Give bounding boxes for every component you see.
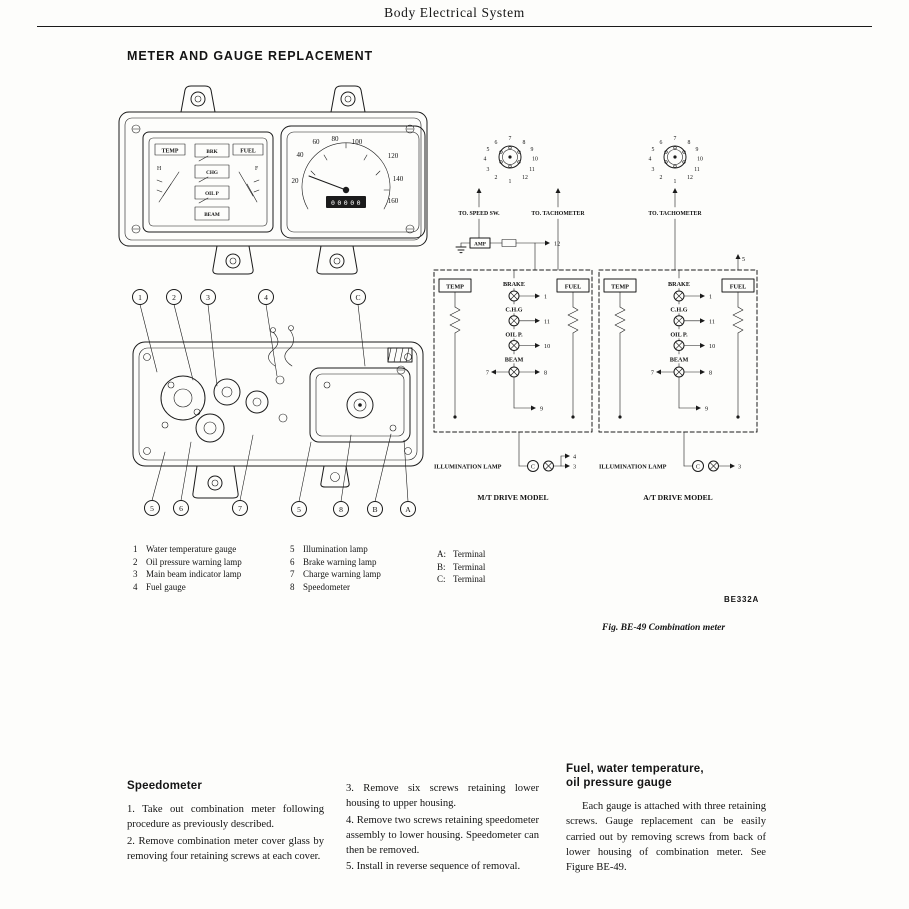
amp-label: AMP: [474, 241, 486, 248]
at-model-title: A/T DRIVE MODEL: [643, 493, 713, 502]
pin-label: 9: [695, 147, 699, 153]
speedo-tick: 120: [387, 152, 399, 160]
speedo-tick: 160: [387, 197, 399, 205]
pin-label: 10: [532, 156, 538, 163]
column-speedometer: [127, 779, 324, 865]
legend-column-1: [133, 543, 242, 593]
callout-number: 4: [264, 292, 268, 302]
pin-label: 8: [687, 140, 691, 146]
callout-number: 2: [172, 292, 176, 302]
pin-label: 2: [494, 175, 498, 181]
pin-label: 4: [483, 156, 487, 163]
legend-column-3: [437, 548, 485, 586]
figure-caption: Fig. BE-49 Combination meter: [602, 622, 726, 633]
speedo-tick: 100: [351, 138, 363, 146]
legend-item: 7 Charge warning lamp: [290, 569, 381, 580]
to-speed-sw-label: TO. SPEED SW.: [458, 211, 500, 217]
legend-item: 3 Main beam indicator lamp: [133, 569, 242, 580]
terminal-label: 10: [544, 343, 551, 350]
pin-label: 2: [659, 175, 663, 181]
gauges-heading-line2: oil pressure gauge: [566, 777, 672, 789]
charge-lamp-wiring-label: C.H.G: [670, 306, 688, 314]
speedo-tick: 20: [291, 177, 299, 185]
terminal-label: 1: [709, 293, 713, 301]
legend-item: 1 Water temperature gauge: [133, 544, 237, 554]
mt-model-title: M/T DRIVE MODEL: [477, 493, 549, 502]
pin-label: 4: [648, 156, 652, 163]
header-rule: [37, 26, 872, 27]
temp-lamp-label: TEMP: [161, 148, 179, 155]
temp-h-mark: H: [157, 166, 162, 172]
pin-label: 10: [697, 156, 703, 163]
fuel-lamp-label: FUEL: [240, 148, 256, 155]
terminal-label: 8: [709, 369, 713, 377]
legend-item: 2 Oil pressure warning lamp: [133, 556, 242, 567]
front-meter-illustration: [119, 86, 427, 274]
legend-column-2: [290, 543, 381, 593]
terminal-label: 3: [573, 463, 577, 471]
terminal-label: 9: [540, 405, 544, 413]
terminal-label: 10: [709, 343, 716, 350]
brake-lamp-wiring-label: BRAKE: [502, 281, 526, 288]
terminal-label: 4: [573, 453, 577, 461]
pin-label: 1: [508, 179, 512, 185]
pin-label: 9: [530, 147, 534, 153]
gauges-paragraph: Each gauge is attached with three retaining screws. Gauge replacement can be easily carried out by removing screws from back of lower housing of combination meter. See Figure BE-49.: [566, 801, 766, 874]
callout-number: 5: [150, 503, 154, 513]
speedometer-heading: Speedometer: [127, 780, 203, 792]
legend-item: C: Terminal: [437, 574, 486, 585]
figure-code: BE332A: [724, 595, 760, 604]
terminal-label: 9: [705, 405, 709, 413]
speedo-tick: 140: [392, 175, 404, 183]
legend-item: A: Terminal: [437, 549, 486, 559]
oil-lamp-wiring-label: OIL P.: [505, 331, 523, 339]
oil-lamp-wiring-label: OIL P.: [670, 331, 688, 339]
section-title: METER AND GAUGE REPLACEMENT: [127, 49, 374, 63]
combination-meter-figure: [105, 80, 775, 540]
legend-item: 8 Speedometer: [290, 581, 350, 592]
column-middle-steps: [346, 781, 539, 876]
to-tachometer-label: TO. TACHOMETER: [648, 211, 702, 217]
terminal-label: 1: [544, 293, 548, 301]
beam-lamp-wiring-label: BEAM: [504, 356, 524, 364]
callout-letter: C: [355, 292, 361, 302]
pin-label: 6: [659, 140, 663, 146]
rear-view-illustration: [133, 290, 424, 517]
pin-label: 11: [529, 167, 535, 173]
legend-item: 6 Brake warning lamp: [290, 556, 377, 567]
terminal-label: 5: [742, 256, 746, 263]
terminal-label: 7: [650, 369, 654, 377]
callout-number: 6: [179, 503, 183, 513]
pin-label: 12: [522, 175, 528, 181]
terminal-label: 3: [738, 463, 742, 471]
callout-letter: A: [405, 504, 411, 514]
charge-lamp-label: CHG: [206, 170, 218, 176]
wiring-diagram-at: [599, 136, 757, 502]
step-paragraph: 3. Remove six screws retaining lower housing to upper housing.: [346, 783, 539, 810]
pin-label: 5: [651, 147, 655, 153]
page-header: Body Electrical System: [384, 5, 525, 20]
legend-item: B: Terminal: [437, 561, 486, 572]
speedo-tick: 80: [331, 135, 339, 143]
terminal-c-label: C: [530, 463, 536, 471]
pin-label: 1: [673, 179, 677, 185]
callout-number: 7: [238, 503, 242, 513]
pin-label: 3: [486, 167, 490, 173]
to-tachometer-label: TO. TACHOMETER: [531, 211, 585, 217]
pin-label: 11: [694, 167, 700, 173]
speedo-tick: 40: [296, 151, 304, 159]
step-paragraph: 2. Remove combination meter cover glass by removing four retaining screws at each cover.: [127, 835, 324, 862]
legend-item: 4 Fuel gauge: [133, 581, 186, 592]
step-paragraph: 5. Install in reverse sequence of removal.: [346, 861, 521, 873]
terminal-c-label: C: [695, 463, 701, 471]
terminal-label: 8: [544, 369, 548, 377]
gauges-heading-line1: Fuel, water temperature,: [566, 763, 704, 775]
callout-number: 1: [138, 292, 142, 302]
pin-label: 6: [494, 140, 498, 146]
illumination-lamp-label: ILLUMINATION LAMP: [434, 463, 502, 471]
fuel-gauge-label: FUEL: [564, 283, 582, 291]
illumination-lamp-label: ILLUMINATION LAMP: [599, 463, 667, 471]
oil-lamp-label: OIL P: [205, 191, 219, 197]
brake-lamp-wiring-label: BRAKE: [667, 281, 691, 288]
callout-number: 8: [339, 504, 343, 514]
pin-label: 7: [673, 136, 677, 142]
beam-lamp-wiring-label: BEAM: [669, 356, 689, 364]
pin-label: 8: [522, 140, 526, 146]
pin-label: 12: [687, 175, 693, 181]
terminal-label: 11: [544, 318, 550, 326]
callout-number: 5: [297, 504, 301, 514]
brake-lamp-label: BRK: [206, 149, 218, 155]
callout-number: 3: [206, 292, 210, 302]
fuel-gauge-label: FUEL: [729, 283, 747, 291]
terminal-label: 12: [554, 240, 561, 248]
terminal-label: 11: [709, 318, 715, 326]
odometer-reading: 00000: [330, 199, 364, 207]
speedo-tick: 60: [312, 138, 320, 146]
step-paragraph: 1. Take out combination meter following procedure as previously described.: [127, 804, 324, 831]
pin-label: 5: [486, 147, 490, 153]
terminal-label: 7: [485, 369, 489, 377]
pin-label: 7: [508, 136, 512, 142]
callout-letter: B: [372, 504, 378, 514]
fuel-f-mark: F: [255, 166, 259, 172]
beam-lamp-label: BEAM: [204, 212, 220, 218]
temp-gauge-label: TEMP: [446, 283, 464, 291]
legend-item: 5 Illumination lamp: [290, 544, 368, 554]
wiring-diagram-mt: [434, 136, 592, 502]
temp-gauge-label: TEMP: [611, 283, 629, 291]
step-paragraph: 4. Remove two screws retaining speedometer assembly to lower housing. Speedometer can then be removed.: [346, 814, 539, 857]
pin-label: 3: [651, 167, 655, 173]
column-gauges: [566, 762, 766, 876]
charge-lamp-wiring-label: C.H.G: [505, 306, 523, 314]
